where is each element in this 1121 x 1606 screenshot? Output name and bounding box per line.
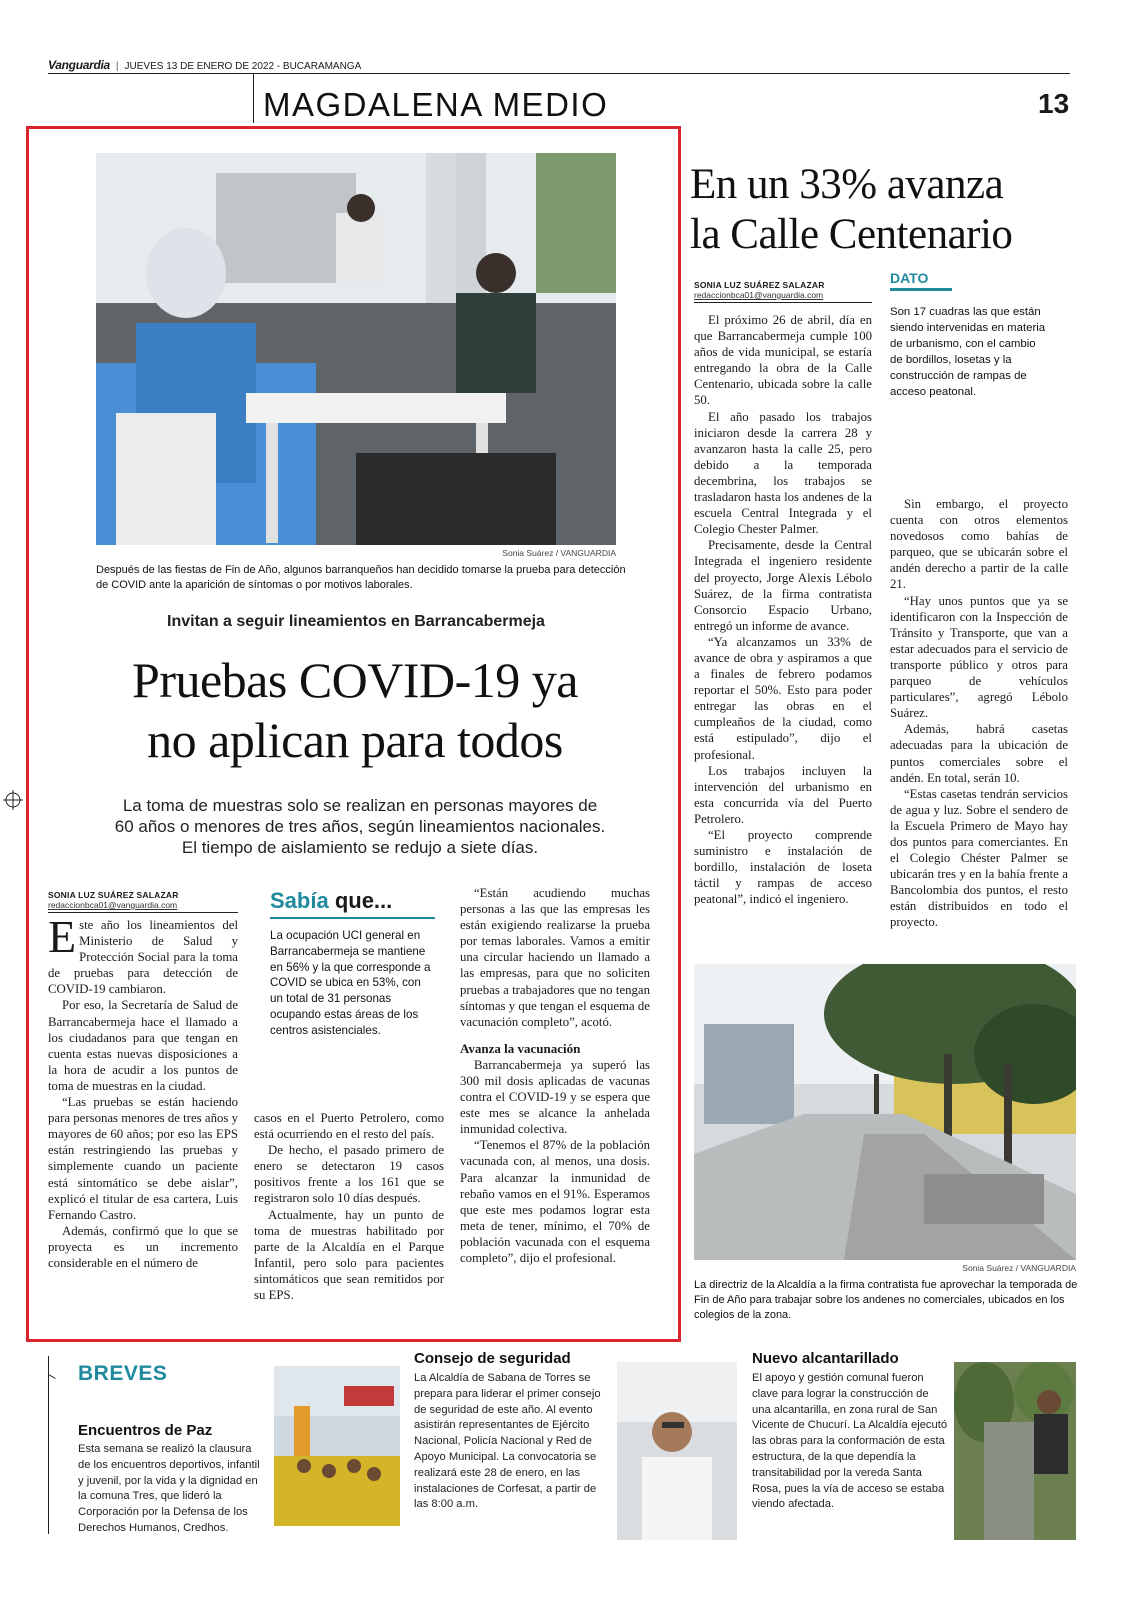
main-deck-line2: 60 años o menores de tres años, según lineamientos nacionales. [114,817,606,836]
main-col1-p4: Además, confirmó que lo que se proyecta es un incremento considerable en el número de [48,1223,238,1270]
sabia-que-rule [270,917,435,919]
main-headline-line2: no aplican para todos [147,712,563,768]
main-kicker: Invitan a seguir lineamientos en Barrancabermeja [167,613,545,630]
sabia-que-body: La ocupación UCI general en Barrancabermeja se mantiene en 56% y la que corresponde a COVID se ubica en 53%, con un total de 31 personas ocupando estas áreas de los centros asistenciales. [270,929,431,1037]
brief-photo-1 [274,1366,400,1526]
registration-mark-icon [3,790,23,810]
main-col3-p2: Barrancabermeja ya superó las 300 mil dosis aplicadas de vacunas contra el COVID-19 y se espera que este mes se alcance la anhelada inmunidad colectiva. [460,1057,650,1137]
brief-title-2: Consejo de seguridad [414,1350,571,1367]
breves-title: BREVES [78,1362,168,1385]
right-column-1 [694,312,872,907]
top-rule [48,73,1070,74]
sabia-que-title-part1: Sabía [270,888,329,913]
brief-body-3: El apoyo y gestión comunal fueron clave para lograr la construcción de una alcantarilla, en zona rural de San Vicente de Chucurí. La Alcaldía ejecutó las obras para la conformación de esta estructura, de la que dependía la transitabilidad por la vereda Santa Rosa, pues la vía de acceso se estaba viendo afectada. [752,1372,948,1511]
main-col3-p3: “Tenemos el 87% de la población vacunada con, al menos, una dosis. Para alcanzar la inmunidad de rebaño vamos en el 91%. Esperamos que este mes podamos lograr esta meta de tener, mínimo, el 70% de población vacunada con el esquema completo”, dijo el profesional. [460,1138,650,1265]
main-deck-line1: La toma de muestras solo se realizan en personas mayores de [122,796,598,815]
breves-bracket [48,1356,56,1534]
main-photo-caption: Después de las fiestas de Fin de Año, algunos barranqueños han decidido tomarse la prueba para detección de COVID ante la aparición de síntomas o por motivos laborales. [96,564,626,591]
street-photo [694,964,1076,1260]
brief-title-3: Nuevo alcantarillado [752,1350,899,1367]
right-col1-p1: El próximo 26 de abril, día en que Barrancabermeja cumple 100 años de vida municipal, se estaría entregando la obra de la Calle Centenario, ubicada sobre la calle 50. [694,313,872,408]
right-col1-p3: Precisamente, desde la Central Integrada el ingeniero residente del proyecto, Jorge Alexis Lébolo Suárez, de la firma contratista Consorcio Espacio Urbano, entregó un informe de avance. [694,538,872,633]
brief-body-2: La Alcaldía de Sabana de Torres se prepara para liderar el primer consejo de seguridad de este año. Al evento asistirán representantes de Ejército Nacional, Policía Nacional y Red de Apoyo Municipal. La convocatoria se realizará este 28 de enero, en las instalaciones de Corfesat, a partir de las 8:00 a.m. [414,1372,601,1511]
main-col2-p2: De hecho, el pasado primero de enero se detectaron 19 casos positivos frente a los 161 que se registraron solo 10 días después. [254,1143,444,1206]
page-number: 13 [1038,88,1070,119]
main-col2-p1: casos en el Puerto Petrolero, como está ocurriendo en el resto del país. [254,1111,444,1142]
main-col1-p3: “Las pruebas se están haciendo para personas menores de tres años y mayores de 60 años; por eso las EPS están restringiendo las pruebas y simplemente cuando un paciente está sintomático se debe aislar”, explicó el titular de esa cartera, Luis Fernando Castro. [48,1095,238,1222]
section-title: MAGDALENA MEDIO [263,86,609,123]
main-col1-p1: ste año los lineamientos del Ministerio de Salud y Protección Social para la toma de pruebas para detección de COVID-19 cambiaron. [48,918,238,997]
masthead: Vanguardia | JUEVES 13 DE ENERO DE 2022 - BUCARAMANGA [48,58,362,72]
right-byline-name: SONIA LUZ SUÁREZ SALAZAR [694,280,825,290]
right-byline [694,280,872,303]
brief-title-1: Encuentros de Paz [78,1422,213,1439]
right-col2-p3: Además, habrá casetas adecuadas para la ubicación de puntos comerciales sobre el andén. En total, serán 10. [890,722,1068,785]
main-photo-credit: Sonia Suárez / VANGUARDIA [502,548,616,558]
dato-rule [890,288,952,291]
masthead-dateline: JUEVES 13 DE ENERO DE 2022 - BUCARAMANGA [124,61,362,72]
main-col2-p3: Actualmente, hay un punto de toma de muestras habilitado por parte de la Alcaldía en el Parque Infantil, pero solo para pacientes sintomáticos que sean remitidos por su EPS. [254,1207,444,1303]
right-byline-email[interactable]: redaccionbca01@vanguardia.com [694,290,824,300]
main-byline-email[interactable]: redaccionbca01@vanguardia.com [48,900,178,910]
main-column-1 [48,911,238,1271]
main-headline [60,650,650,770]
right-column-2 [890,496,1068,931]
main-column-3 [460,885,650,1266]
right-headline [690,160,1080,260]
main-column-2 [254,1110,444,1303]
right-col1-p2: El año pasado los trabajos iniciaron desde la carrera 28 y avanzaron hasta la calle 25, pero debido a la temporada decembrina, los trabajos se trasladaron hasta los andenes de la escuela Central Integrada y el Colegio Chester Palmer. [694,409,872,537]
right-col2-p2: “Hay unos puntos que ya se identificaron con la Inspección de Tránsito y Transporte, que van a estar adecuados para el servicio de transporte público y otros para parqueo de vehículos particulares”, agregó Lébolo Suárez. [890,593,1068,721]
sabia-que-title [270,888,392,914]
main-col3-p1: “Están acudiendo muchas personas a las que las empresas les están exigiendo realizarse la prueba por temas laborales. Vamos a emitir una circular haciendo un llamado a las empresas, para que no soliciten pruebas a trabajadores que no tengan síntomas y que tengan el esquema de vacunación completo”, acotó. [460,886,650,1029]
brief-photo-2 [617,1362,737,1540]
right-headline-line2: la Calle Centenario [690,211,1013,258]
dato-title: DATO [890,270,929,286]
section-divider [253,73,254,123]
main-headline-line1: Pruebas COVID-19 ya [132,652,578,708]
masthead-brand: Vanguardia [48,58,110,72]
right-col1-p4: “Ya alcanzamos un 33% de avance de obra y aspiramos a que a finales de febrero podamos reportar el 50%. Esto para poder entregar las obras en el cumpleaños de la ciudad, como está estipulado”, dijo el profesional. [694,634,872,762]
right-headline-line1: En un 33% avanza [690,161,1004,208]
main-deck-line3: El tiempo de aislamiento se redujo a siete días. [181,838,539,857]
main-byline [48,890,238,913]
dato-body: Son 17 cuadras las que están siendo intervenidas en materia de urbanismo, con el cambio de bordillos, losetas y la construcción de rampas de acceso peatonal. [890,306,1046,398]
main-col1-p2: Por eso, la Secretaría de Salud de Barrancabermeja hace el llamado a los ciudadanos para que tengan en cuenta estas nuevas disposiciones a la hora de acudir a los puntos de toma de muestras en la ciudad. [48,998,238,1093]
brief-photo-3 [954,1362,1076,1540]
main-deck [70,795,650,858]
right-col1-p6: “El proyecto comprende suministro e instalación de bordillo, instalación de loseta táctil y rampas de acceso peatonal”, indicó el ingeniero. [694,828,872,907]
right-col1-p5: Los trabajos incluyen la intervención del urbanismo en esta concurrida vía del Puerto Petrolero. [694,763,872,826]
main-col3-subhead: Avanza la vacunación [460,1040,581,1056]
right-col2-p1: Sin embargo, el proyecto cuenta con otros elementos novedosos como bahías de parqueo, que se ubicarán sobre el andén derecho a partir de la calle 21. [890,497,1068,592]
main-byline-name: SONIA LUZ SUÁREZ SALAZAR [48,890,179,900]
right-col2-p4: “Estas casetas tendrán servicios de agua y luz. Sobre el sendero de la Escuela Primero de Mayo hay dos puntos para comerciantes. En el Colegio Chéster Palmer se ubicarán tres y en la bahía frente a Bancolombia dos puntos, el resto están distribuidos en todo el proyecto. [890,786,1068,930]
brief-body-1: Esta semana se realizó la clausura de los encuentros deportivos, infantil y juvenil, por la vida y la dignidad en la comuna Tres, que lideró la Corporación por la Defensa de los Derechos Humanos, Credhos. [78,1443,260,1534]
street-photo-credit: Sonia Suárez / VANGUARDIA [962,1263,1076,1273]
main-photo [96,153,616,545]
drop-cap: E [48,911,77,962]
sabia-que-title-part2: que... [328,888,393,913]
street-photo-caption: La directriz de la Alcaldía a la firma contratista fue aprovechar la temporada de Fin de Año para trabajar sobre los andenes no comerciales, ubicados en los colegios de la zona. [694,1279,1078,1321]
